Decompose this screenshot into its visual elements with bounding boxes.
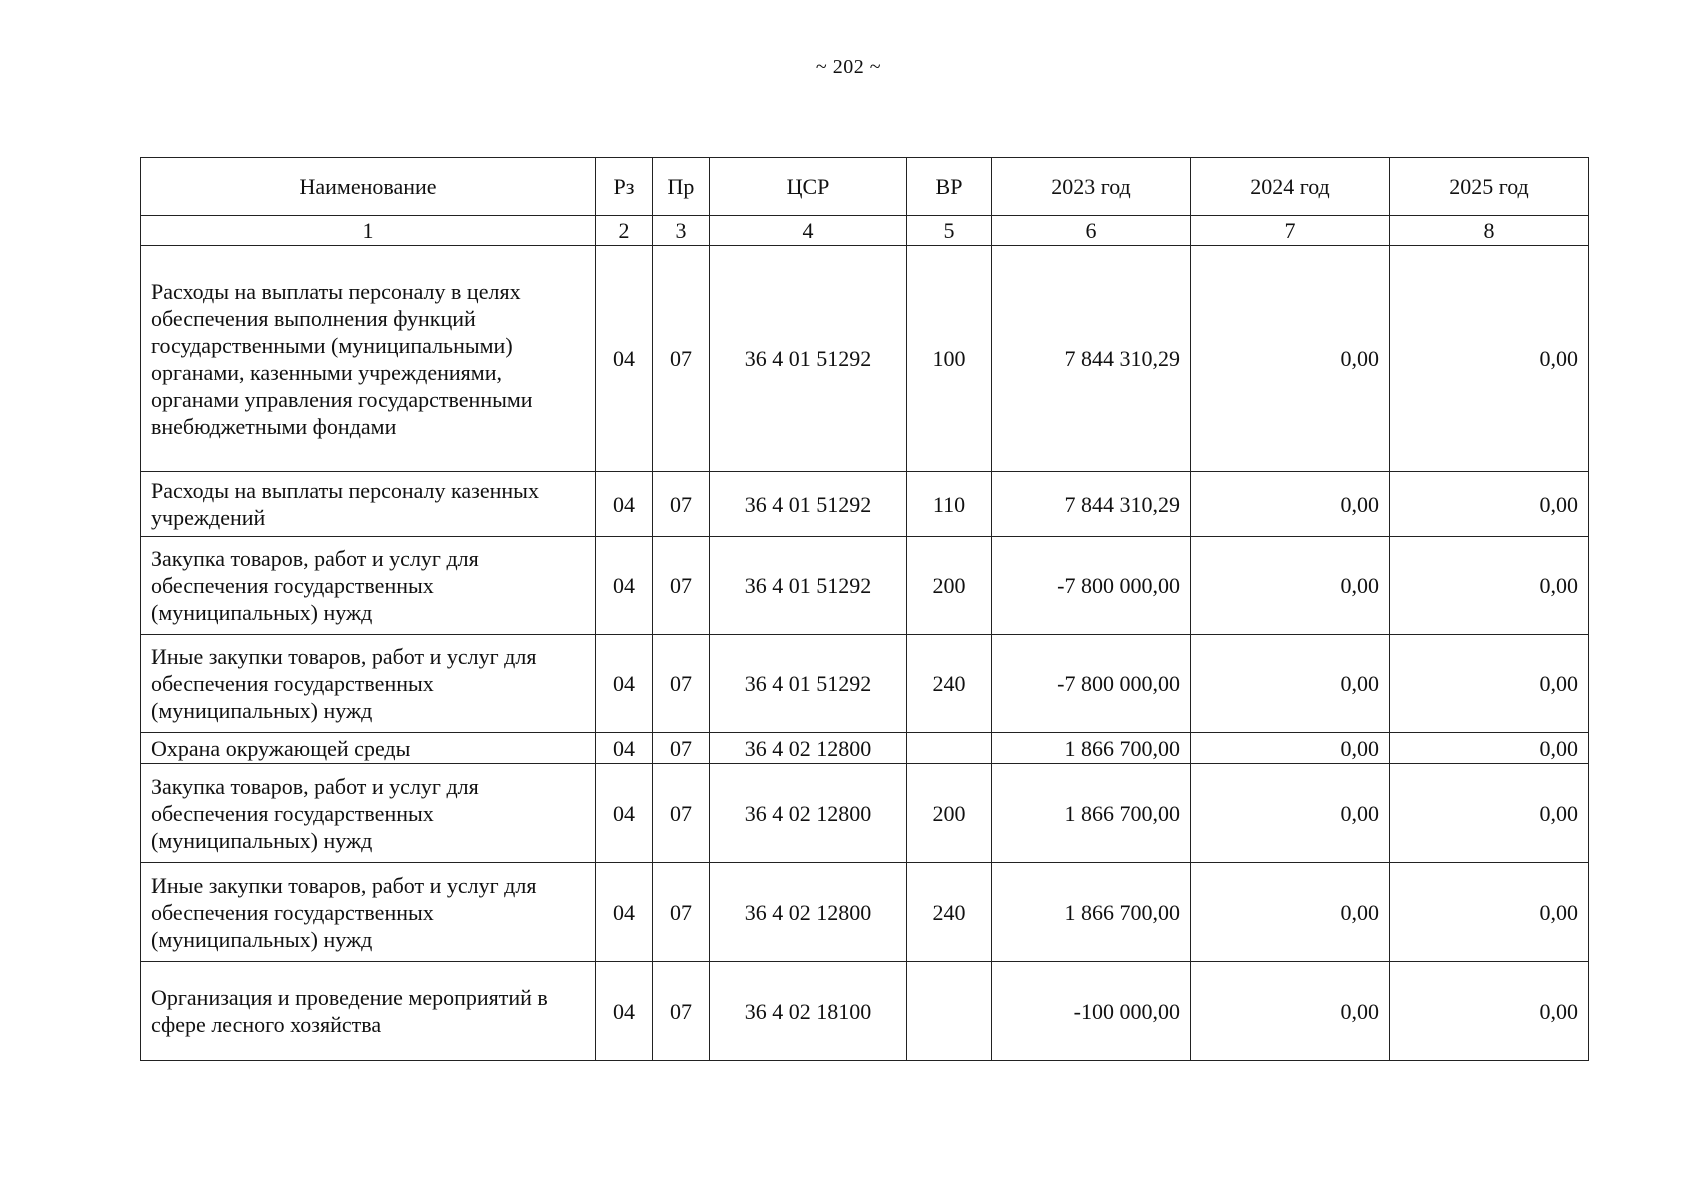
row-vr: 240	[907, 635, 992, 733]
table-row	[141, 635, 1589, 733]
row-pr: 07	[653, 537, 710, 635]
column-number-row	[141, 216, 1589, 246]
row-name: Расходы на выплаты персоналу в целях обеспечения выполнения функций государственными (муниципальными) органами, казенными учреждениями, органами управления государственными внебюджетными фондами	[141, 246, 596, 472]
row-2023: 1 866 700,00	[992, 733, 1191, 764]
row-name: Закупка товаров, работ и услуг для обеспечения государственных (муниципальных) нужд	[141, 764, 596, 863]
row-2025: 0,00	[1390, 764, 1589, 863]
row-rz: 04	[596, 635, 653, 733]
row-pr: 07	[653, 962, 710, 1061]
table-row	[141, 962, 1589, 1061]
row-csr: 36 4 02 18100	[710, 962, 907, 1061]
row-2025: 0,00	[1390, 733, 1589, 764]
row-2025: 0,00	[1390, 246, 1589, 472]
row-vr: 240	[907, 863, 992, 962]
table-row	[141, 246, 1589, 472]
column-number: 2	[596, 216, 653, 246]
page-number: ~ 202 ~	[815, 56, 882, 78]
row-rz: 04	[596, 764, 653, 863]
table-row	[141, 537, 1589, 635]
row-vr: 200	[907, 537, 992, 635]
table-row	[141, 863, 1589, 962]
row-csr: 36 4 01 51292	[710, 537, 907, 635]
row-name: Охрана окружающей среды	[141, 733, 596, 764]
row-pr: 07	[653, 764, 710, 863]
row-2023: 1 866 700,00	[992, 863, 1191, 962]
row-rz: 04	[596, 733, 653, 764]
row-2023: 7 844 310,29	[992, 246, 1191, 472]
column-number: 6	[992, 216, 1191, 246]
row-2024: 0,00	[1191, 635, 1390, 733]
row-csr: 36 4 02 12800	[710, 863, 907, 962]
row-pr: 07	[653, 635, 710, 733]
header-name: Наименование	[141, 158, 596, 216]
header-pr: Пр	[653, 158, 710, 216]
row-name: Расходы на выплаты персоналу казенных учреждений	[141, 472, 596, 537]
table-row	[141, 472, 1589, 537]
row-2024: 0,00	[1191, 863, 1390, 962]
column-number: 8	[1390, 216, 1589, 246]
header-2024: 2024 год	[1191, 158, 1390, 216]
row-2025: 0,00	[1390, 635, 1589, 733]
header-2025: 2025 год	[1390, 158, 1589, 216]
row-pr: 07	[653, 246, 710, 472]
row-pr: 07	[653, 863, 710, 962]
row-pr: 07	[653, 472, 710, 537]
row-rz: 04	[596, 863, 653, 962]
row-rz: 04	[596, 537, 653, 635]
row-vr: 100	[907, 246, 992, 472]
row-2023: -7 800 000,00	[992, 635, 1191, 733]
row-2023: 1 866 700,00	[992, 764, 1191, 863]
row-vr	[907, 733, 992, 764]
row-2023: -7 800 000,00	[992, 537, 1191, 635]
row-csr: 36 4 02 12800	[710, 733, 907, 764]
column-number: 5	[907, 216, 992, 246]
table-row	[141, 764, 1589, 863]
header-2023: 2023 год	[992, 158, 1191, 216]
header-rz: Рз	[596, 158, 653, 216]
column-number: 7	[1191, 216, 1390, 246]
row-name: Иные закупки товаров, работ и услуг для обеспечения государственных (муниципальных) нужд	[141, 863, 596, 962]
row-pr: 07	[653, 733, 710, 764]
header-csr: ЦСР	[710, 158, 907, 216]
header-row	[141, 158, 1589, 216]
row-2024: 0,00	[1191, 246, 1390, 472]
row-2024: 0,00	[1191, 472, 1390, 537]
row-name: Иные закупки товаров, работ и услуг для обеспечения государственных (муниципальных) нужд	[141, 635, 596, 733]
row-2025: 0,00	[1390, 472, 1589, 537]
row-2025: 0,00	[1390, 537, 1589, 635]
row-2024: 0,00	[1191, 764, 1390, 863]
column-number: 3	[653, 216, 710, 246]
column-number: 1	[141, 216, 596, 246]
header-vr: ВР	[907, 158, 992, 216]
row-csr: 36 4 01 51292	[710, 246, 907, 472]
row-2024: 0,00	[1191, 962, 1390, 1061]
row-name: Организация и проведение мероприятий в сфере лесного хозяйства	[141, 962, 596, 1061]
row-csr: 36 4 01 51292	[710, 472, 907, 537]
row-2025: 0,00	[1390, 863, 1589, 962]
row-2024: 0,00	[1191, 537, 1390, 635]
row-rz: 04	[596, 246, 653, 472]
row-vr	[907, 962, 992, 1061]
row-csr: 36 4 02 12800	[710, 764, 907, 863]
row-vr: 200	[907, 764, 992, 863]
row-csr: 36 4 01 51292	[710, 635, 907, 733]
row-2024: 0,00	[1191, 733, 1390, 764]
column-number: 4	[710, 216, 907, 246]
table-row	[141, 733, 1589, 764]
row-rz: 04	[596, 472, 653, 537]
row-vr: 110	[907, 472, 992, 537]
row-2023: -100 000,00	[992, 962, 1191, 1061]
row-rz: 04	[596, 962, 653, 1061]
row-2025: 0,00	[1390, 962, 1589, 1061]
row-2023: 7 844 310,29	[992, 472, 1191, 537]
row-name: Закупка товаров, работ и услуг для обеспечения государственных (муниципальных) нужд	[141, 537, 596, 635]
budget-table	[140, 157, 1589, 1061]
